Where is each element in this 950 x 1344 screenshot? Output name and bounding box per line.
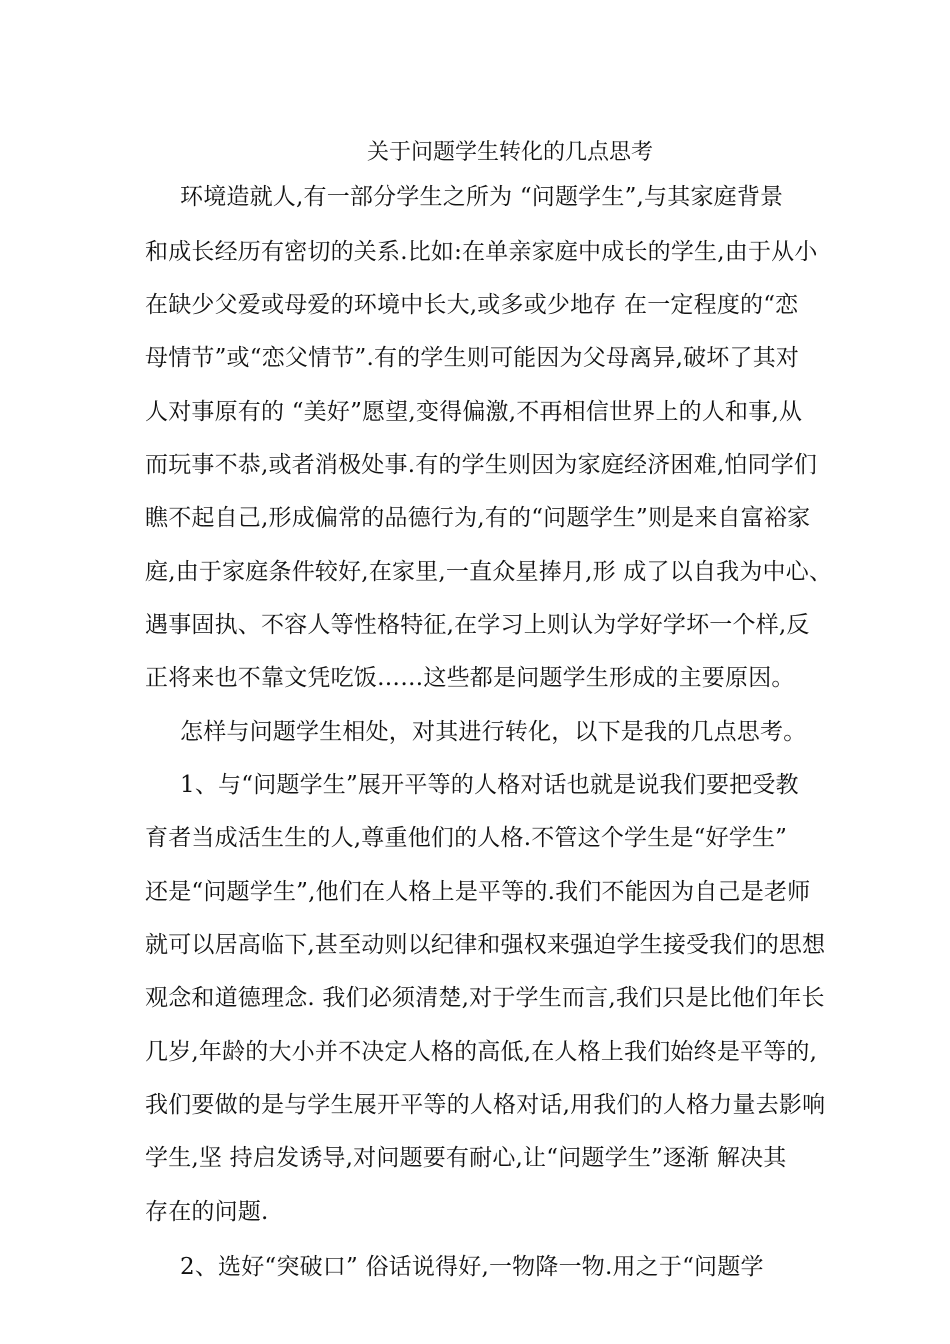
paragraph-line: 环境造就人,有一部分学生之所为 “问题学生”,与其家庭背景 — [180, 184, 784, 210]
paragraph-line: 怎样与问题学生相处，对其进行转化，以下是我的几点思考。 — [180, 719, 807, 745]
paragraph-line: 在缺少父爱或母爱的环境中长大,或多或少地存 在一定程度的“恋 — [145, 292, 799, 318]
paragraph-line: 瞧不起自己,形成偏常的品德行为,有的“问题学生”则是来自富裕家 — [145, 505, 811, 531]
paragraph-line: 我们要做的是与学生展开平等的人格对话,用我们的人格力量去影响 — [145, 1092, 826, 1118]
paragraph-line: 正将来也不靠文凭吃饭……这些都是问题学生形成的主要原因。 — [145, 665, 795, 691]
paragraph-line: 存在的问题. — [145, 1199, 269, 1225]
paragraph-line: 庭,由于家庭条件较好,在家里,一直众星捧月,形 成了以自我为中心、 — [145, 559, 833, 585]
paragraph-line: 和成长经历有密切的关系.比如:在单亲家庭中成长的学生,由于从小 — [145, 239, 818, 265]
paragraph-line: 2、选好“突破口” 俗话说得好,一物降一物.用之于“问题学 — [180, 1254, 764, 1280]
paragraph-line: 而玩事不恭,或者消极处事.有的学生则因为家庭经济困难,怕同学们 — [145, 452, 818, 478]
paragraph-line: 遇事固执、不容人等性格特征,在学习上则认为学好学坏一个样,反 — [145, 612, 810, 638]
paragraph-line: 就可以居高临下,甚至动则以纪律和强权来强迫学生接受我们的思想 — [145, 932, 826, 958]
paragraph-line: 几岁,年龄的大小并不决定人格的高低,在人格上我们始终是平等的, — [145, 1039, 818, 1065]
document-title: 关于问题学生转化的几点思考 — [366, 140, 653, 165]
paragraph-line: 观念和道德理念. 我们必须清楚,对于学生而言,我们只是比他们年长 — [145, 985, 825, 1011]
paragraph-line: 人对事原有的 “美好”愿望,变得偏激,不再相信世界上的人和事,从 — [145, 399, 803, 425]
paragraph-line: 母情节”或“恋父情节”.有的学生则可能因为父母离异,破坏了其对 — [145, 345, 800, 371]
paragraph-line: 育者当成活生生的人,尊重他们的人格.不管这个学生是“好学生” — [145, 825, 788, 851]
paragraph-line: 1、与“问题学生”展开平等的人格对话也就是说我们要把受教 — [180, 772, 799, 798]
paragraph-line: 学生,坚 持启发诱导,对问题要有耐心,让“问题学生”逐渐 解决其 — [145, 1145, 787, 1171]
paragraph-line: 还是“问题学生”,他们在人格上是平等的.我们不能因为自己是老师 — [145, 879, 811, 905]
